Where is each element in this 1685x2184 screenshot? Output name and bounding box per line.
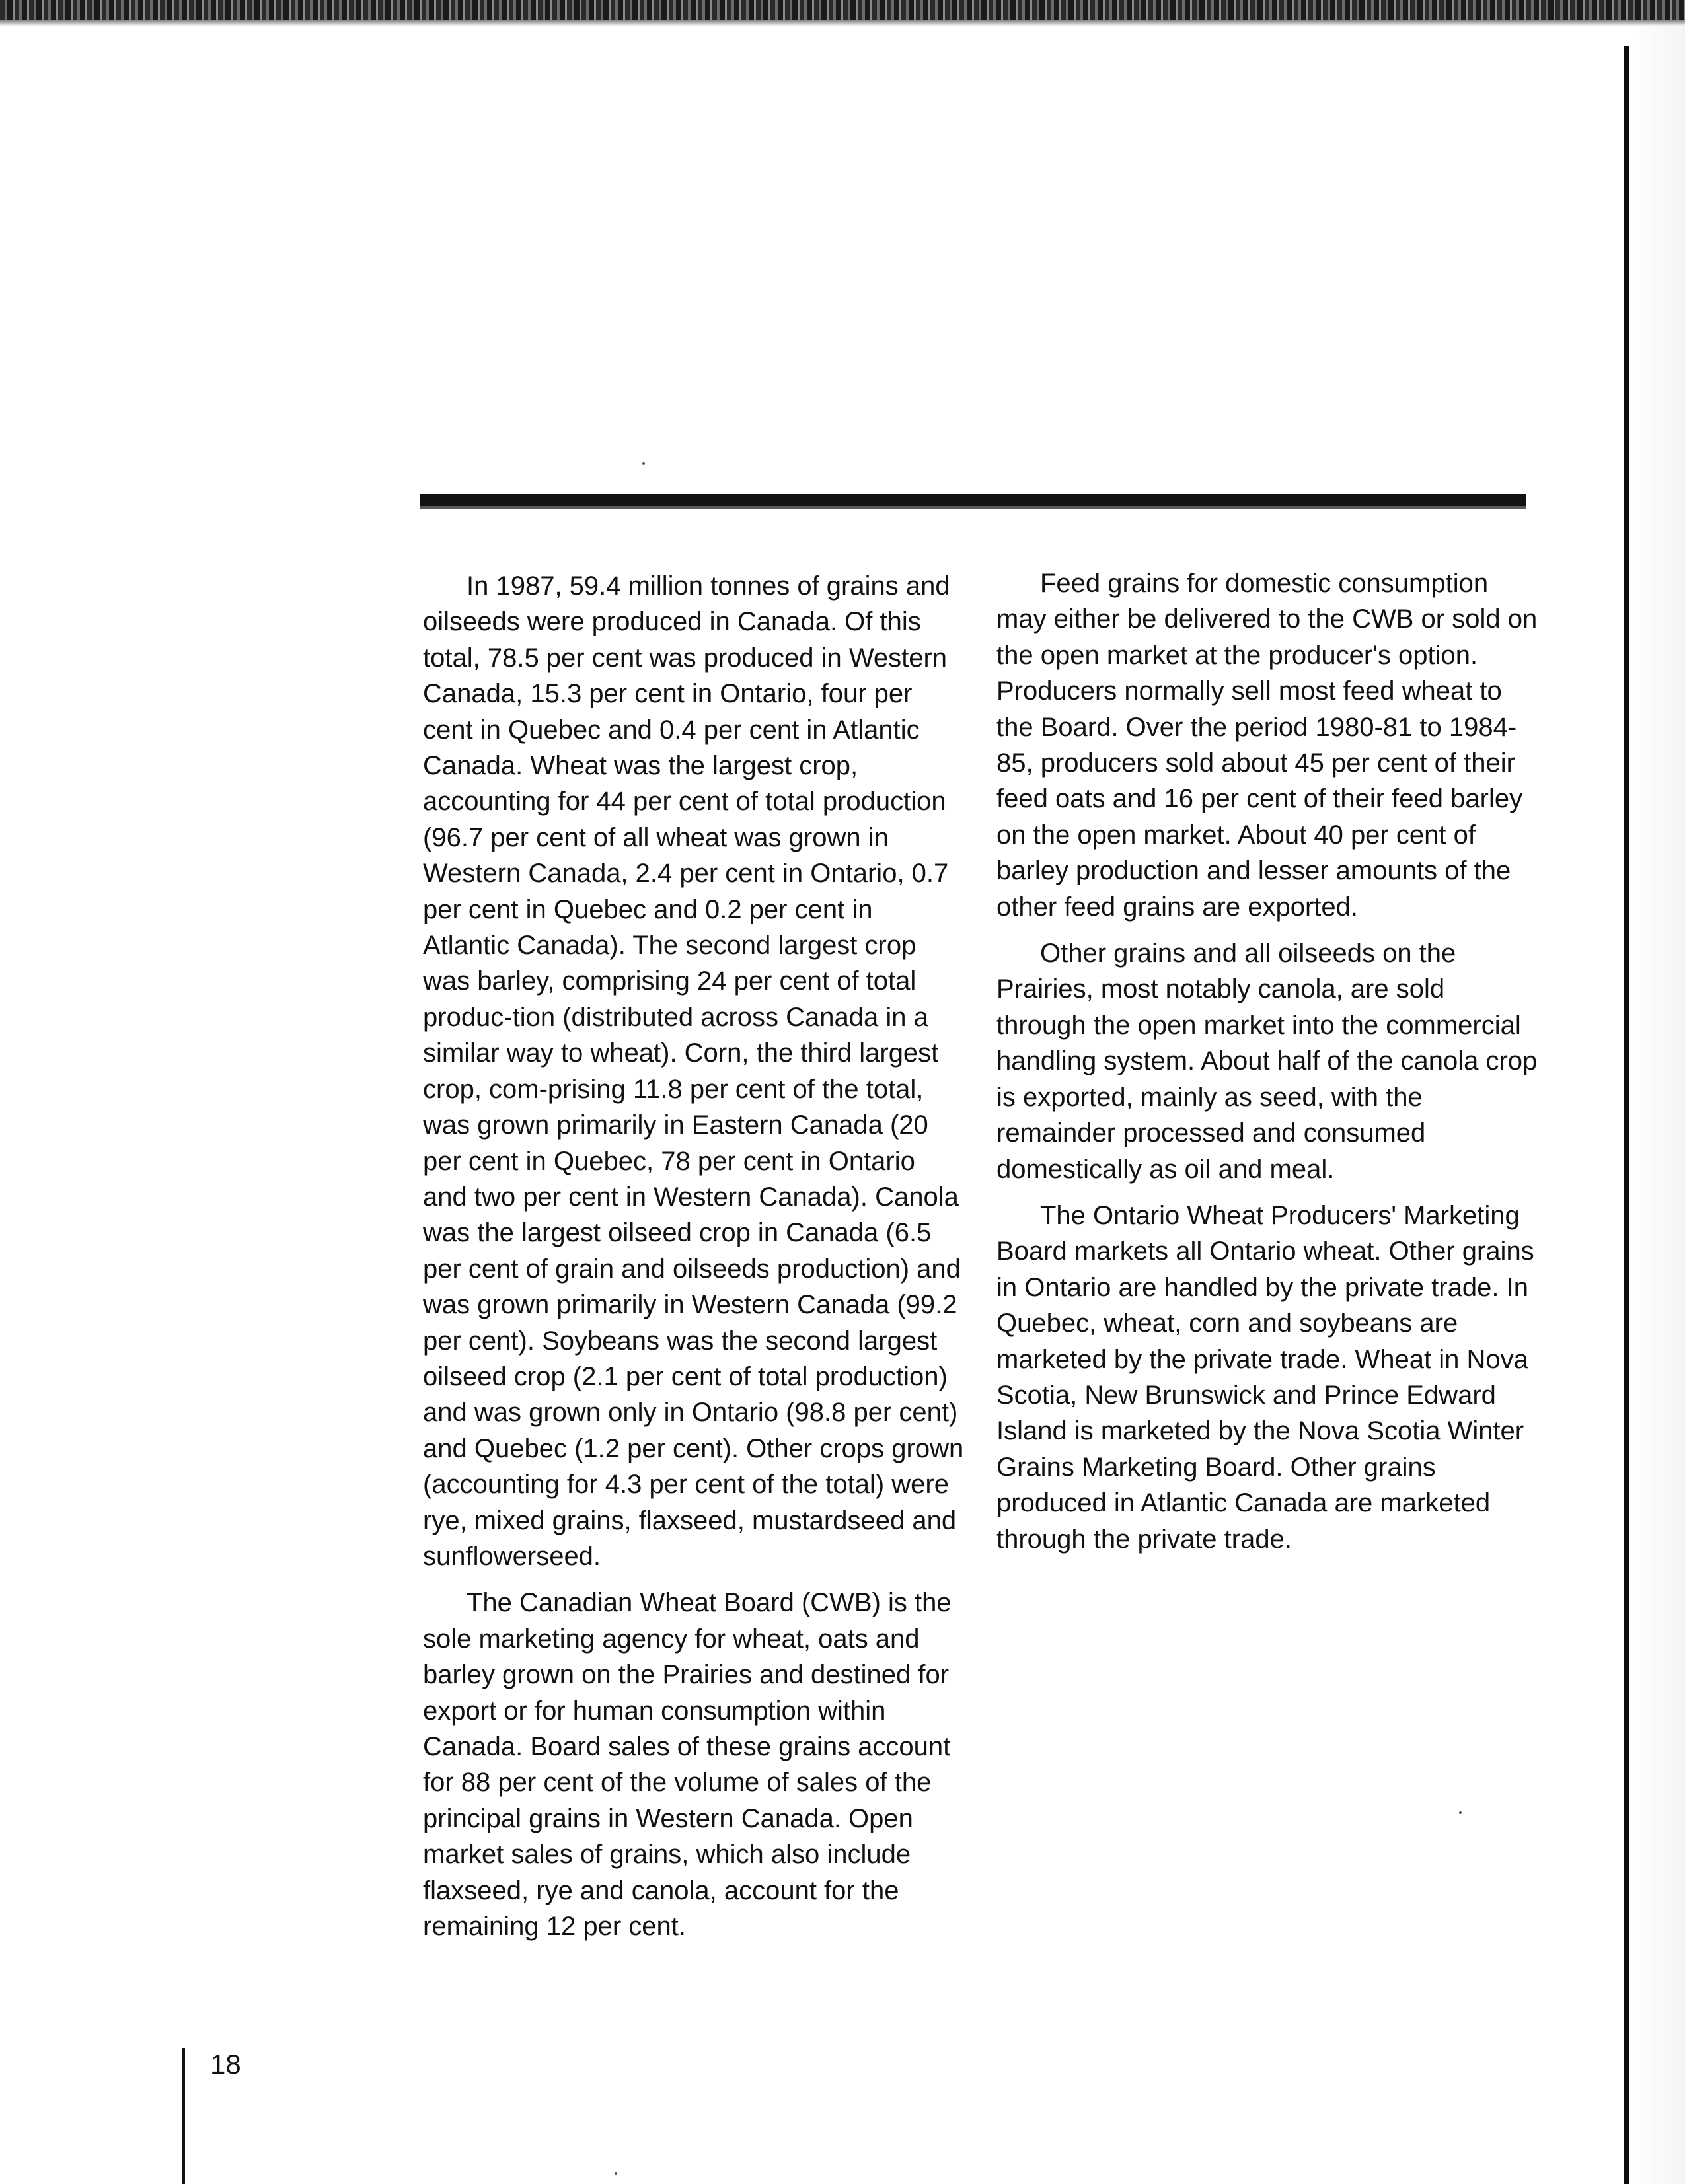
- page-number: 18: [210, 2049, 241, 2080]
- paragraph-canadian-wheat-board: The Canadian Wheat Board (CWB) is the sole marketing agency for wheat, oats and barley grown on the Prairies and destined for export or for human consumption within Canada. Board sales of these grains account for 88 per cent of the volume of sales of the principal grains in Western Canada. Open market sales of grains, which also include flaxseed, rye and canola, account for the remaining 12 per cent.: [423, 1588, 952, 1942]
- scan-top-fade: [0, 20, 1685, 26]
- scan-speck: [1459, 1811, 1462, 1814]
- scan-speck: [615, 2172, 617, 2175]
- scan-right-edge: [1624, 46, 1629, 2184]
- scan-top-edge: [0, 0, 1685, 20]
- scan-right-shadow: [1632, 26, 1685, 2184]
- left-text-column: [423, 568, 965, 1955]
- folio-rule: [182, 2048, 185, 2184]
- scan-speck: [642, 462, 645, 465]
- paragraph-ontario-marketing-board: The Ontario Wheat Producers' Marketing Board markets all Ontario wheat. Other grains in Ontario are handled by the private trade. In Quebec, wheat, corn and soybeans are marketed by the private trade. Wheat in Nova Scotia, New Brunswick and Prince Edward Island is marketed by the Nova Scotia Winter Grains Marketing Board. Other grains produced in Atlantic Canada are marketed through the private trade.: [996, 1200, 1534, 1554]
- paragraph-other-grains-oilseeds: Other grains and all oilseeds on the Prairies, most notably canola, are sold through the open market into the commercial handling system. About half of the canola crop is exported, mainly as seed, with the remainder processed and consumed domestically as oil and meal.: [996, 939, 1538, 1184]
- paragraph-feed-grains: Feed grains for domestic consumption may either be delivered to the CWB or sold on the open market at the producer's option. Producers normally sell most feed wheat to the Board. Over the period 1980-81 to 1984-85, producers sold about 45 per cent of their feed oats and 16 per cent of their feed barley on the open market. About 40 per cent of barley production and lesser amounts of the other feed grains are exported.: [996, 569, 1538, 922]
- paragraph-grain-production: In 1987, 59.4 million tonnes of grains and oilseeds were produced in Canada. Of this total, 78.5 per cent was produced in Western Canada, 15.3 per cent in Ontario, four per cent in Quebec and 0.4 per cent in Atlantic Canada. Wheat was the largest crop, accounting for 44 per cent of total production (96.7 per cent of all wheat was grown in Western Canada, 2.4 per cent in Ontario, 0.7 per cent in Quebec and 0.2 per cent in Atlantic Canada). The second largest crop was barley, comprising 24 per cent of total produc-tion (distributed across Canada in a similar way to wheat). Corn, the third largest crop, com-prising 11.8 per cent of the total, was grown primarily in Eastern Canada (20 per cent in Quebec, 78 per cent in Ontario and two per cent in Western Canada). Canola was the largest oilseed crop in Canada (6.5 per cent of grain and oilseeds production) and was grown primarily in Western Canada (99.2 per cent). Soybeans was the second largest oilseed crop (2.1 per cent of total production) and was grown only in Ontario (98.8 per cent) and Quebec (1.2 per cent). Other crops grown (accounting for 4.3 per cent of the total) were rye, mixed grains, flaxseed, mustardseed and sunflowerseed.: [423, 571, 964, 1571]
- section-divider-rule: [420, 494, 1526, 509]
- right-text-column: [996, 565, 1538, 1568]
